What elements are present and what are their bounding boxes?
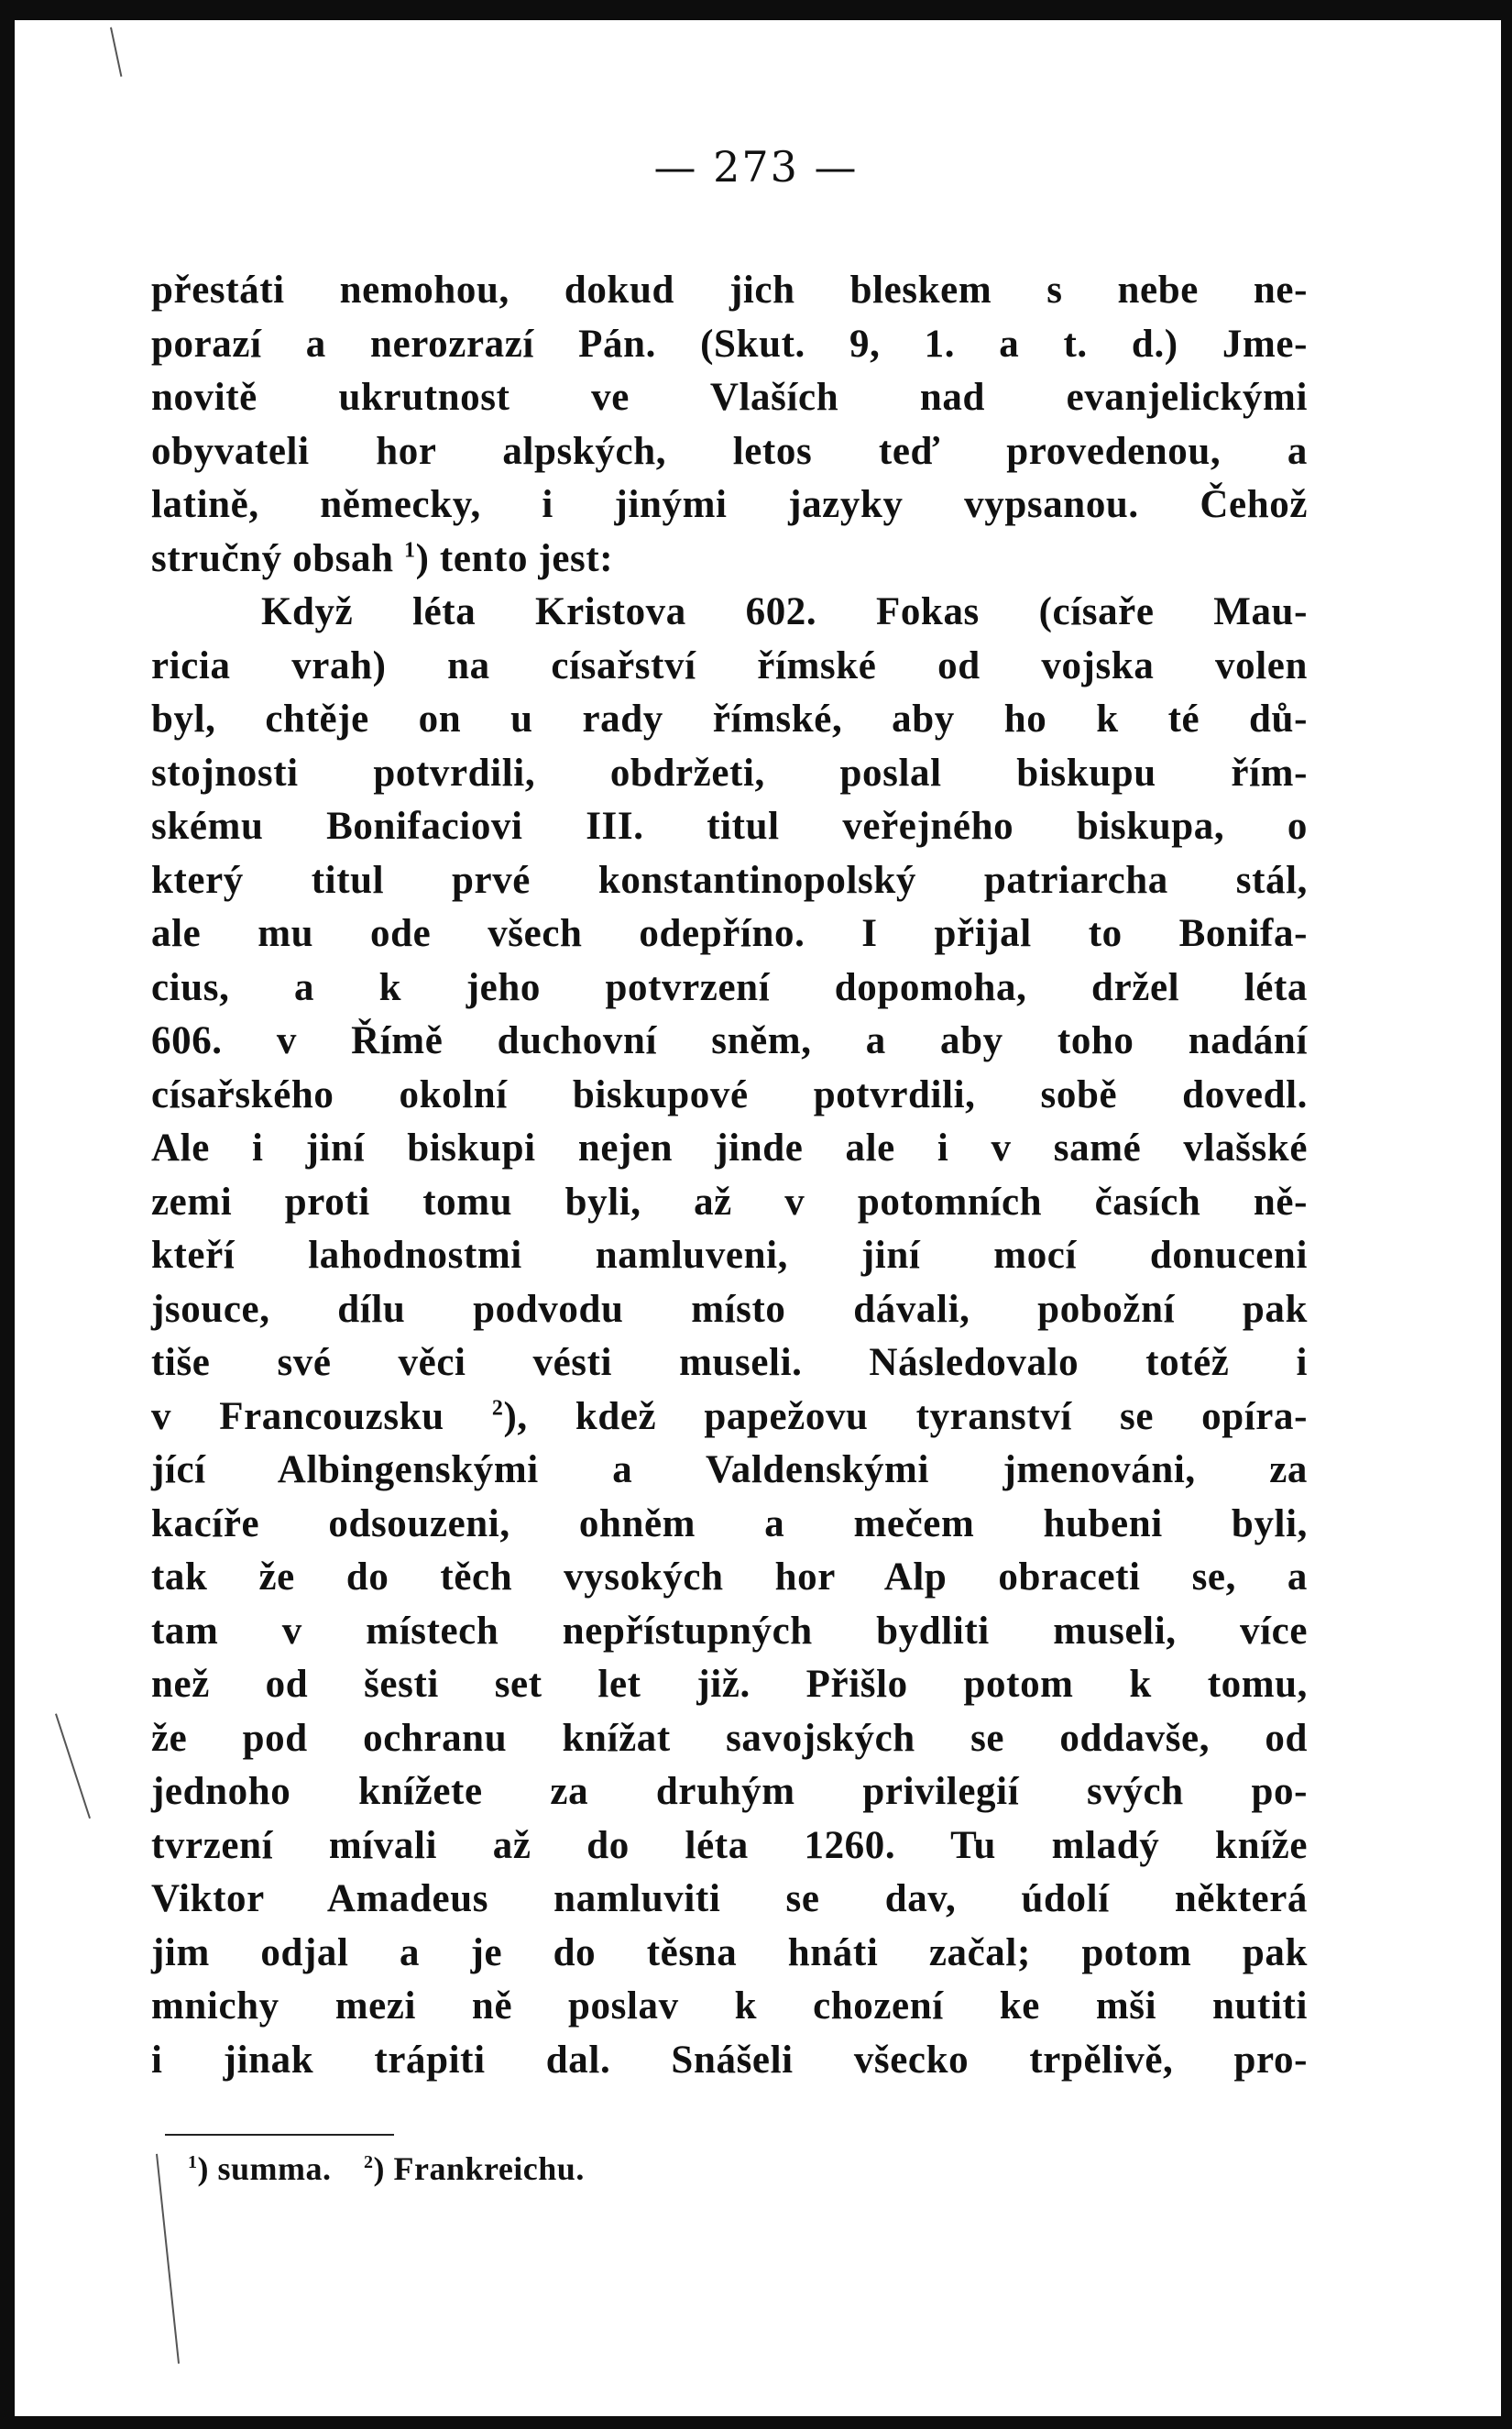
text-line: kteří lahodnostmi namluveni, jiní mocí donuceni xyxy=(151,1234,1308,1277)
text-line: Viktor Amadeus namluviti se dav, údolí některá xyxy=(151,1877,1308,1920)
text-fragment: ) tento jest: xyxy=(415,536,614,580)
text-line: 606. v Římě duchovní sněm, a aby toho nadání xyxy=(151,1019,1308,1062)
text-line: tam v místech nepřístupných bydliti museli, více xyxy=(151,1609,1308,1653)
text-line: zemi proti tomu byli, až v potomních časích ně- xyxy=(151,1180,1308,1224)
text-line: Když léta Kristova 602. Fokas (císaře Mau- xyxy=(261,590,1308,633)
text-line: Ale i jiní biskupi nejen jinde ale i v samé vlašské xyxy=(151,1127,1308,1170)
text-line: jim odjal a je do těsna hnáti začal; potom pak xyxy=(151,1930,1308,1974)
body-text xyxy=(151,264,1308,2087)
page-number: — 273 — xyxy=(653,142,859,192)
text-line: byl, chtěje on u rady římské, aby ho k té dů- xyxy=(151,698,1308,741)
text-line: stojnosti potvrdili, obdržeti, poslal biskupu řím- xyxy=(151,751,1308,795)
text-line: cius, a k jeho potvrzení dopomoha, držel léta xyxy=(151,965,1308,1009)
text-line: tak že do těch vysokých hor Alp obraceti se, a xyxy=(151,1555,1308,1599)
text-line: tiše své věci vésti museli. Následovalo totéž i xyxy=(151,1341,1308,1384)
text-line: jsouce, dílu podvodu místo dávali, pobožní pak xyxy=(151,1287,1308,1331)
scan-border-top xyxy=(0,0,1512,20)
footnote-ref: 2 xyxy=(491,1396,504,1421)
scan-scratch xyxy=(55,1713,91,1819)
text-line: novitě ukrutnost ve Vlaších nad evanjelickými xyxy=(151,376,1308,419)
text-line xyxy=(151,1390,1308,1445)
text-line: než od šesti set let již. Přišlo potom k tomu, xyxy=(151,1663,1308,1706)
text-line: že pod ochranu knížat savojských se oddavše, od xyxy=(151,1716,1308,1760)
footnotes xyxy=(188,2149,608,2188)
text-line: i jinak trápiti dal. Snášeli všecko trpělivě, pro- xyxy=(151,2038,1308,2082)
text-fragment: ), kdež papežovu tyranství se opíra- xyxy=(503,1394,1308,1438)
text-fragment: stručný obsah xyxy=(151,536,405,580)
text-fragment: v Francouzsku xyxy=(151,1394,492,1438)
text-line xyxy=(151,533,1308,587)
text-line: porazí a nerozrazí Pán. (Skut. 9, 1. a t. d.) Jme- xyxy=(151,322,1308,366)
text-line: mnichy mezi ně poslav k chození ke mši nutiti xyxy=(151,1984,1308,2028)
text-line: ricia vrah) na císařství římské od vojska volen xyxy=(151,643,1308,687)
text-line: jící Albingenskými a Valdenskými jmenováni, za xyxy=(151,1448,1308,1491)
footnote-divider xyxy=(165,2134,394,2136)
scan-scratch xyxy=(156,2154,180,2364)
text-line: skému Bonifaciovi III. titul veřejného biskupa, o xyxy=(151,805,1308,848)
text-line: přestáti nemohou, dokud jich bleskem s nebe ne- xyxy=(151,269,1308,312)
footnote-1 xyxy=(188,2150,332,2187)
text-line: kacíře odsouzeni, ohněm a mečem hubeni byli, xyxy=(151,1501,1308,1545)
scan-border-left xyxy=(0,0,15,2429)
text-line: císařského okolní biskupové potvrdili, sobě dovedl. xyxy=(151,1072,1308,1116)
scan-scratch xyxy=(110,27,122,77)
text-line: ale mu ode všech odepříno. I přijal to Bonifa- xyxy=(151,912,1308,955)
text-line: obyvateli hor alpských, letos teď provedenou, a xyxy=(151,429,1308,473)
scan-border-bottom xyxy=(0,2416,1512,2429)
footnote-text: ) summa. xyxy=(197,2150,332,2187)
footnote-mark: 1 xyxy=(188,2152,198,2172)
text-line: jednoho knížete za druhým privilegií svých po- xyxy=(151,1770,1308,1813)
footnote-2 xyxy=(364,2150,585,2187)
text-line: tvrzení mívali až do léta 1260. Tu mladý kníže xyxy=(151,1823,1308,1867)
footnote-mark: 2 xyxy=(364,2152,374,2172)
text-line: který titul prvé konstantinopolský patriarcha stál, xyxy=(151,858,1308,902)
footnote-text: ) Frankreichu. xyxy=(373,2150,585,2187)
scan-border-right xyxy=(1501,0,1512,2429)
footnote-ref: 1 xyxy=(404,538,416,563)
text-line: latině, německy, i jinými jazyky vypsanou. Čehož xyxy=(151,483,1308,526)
